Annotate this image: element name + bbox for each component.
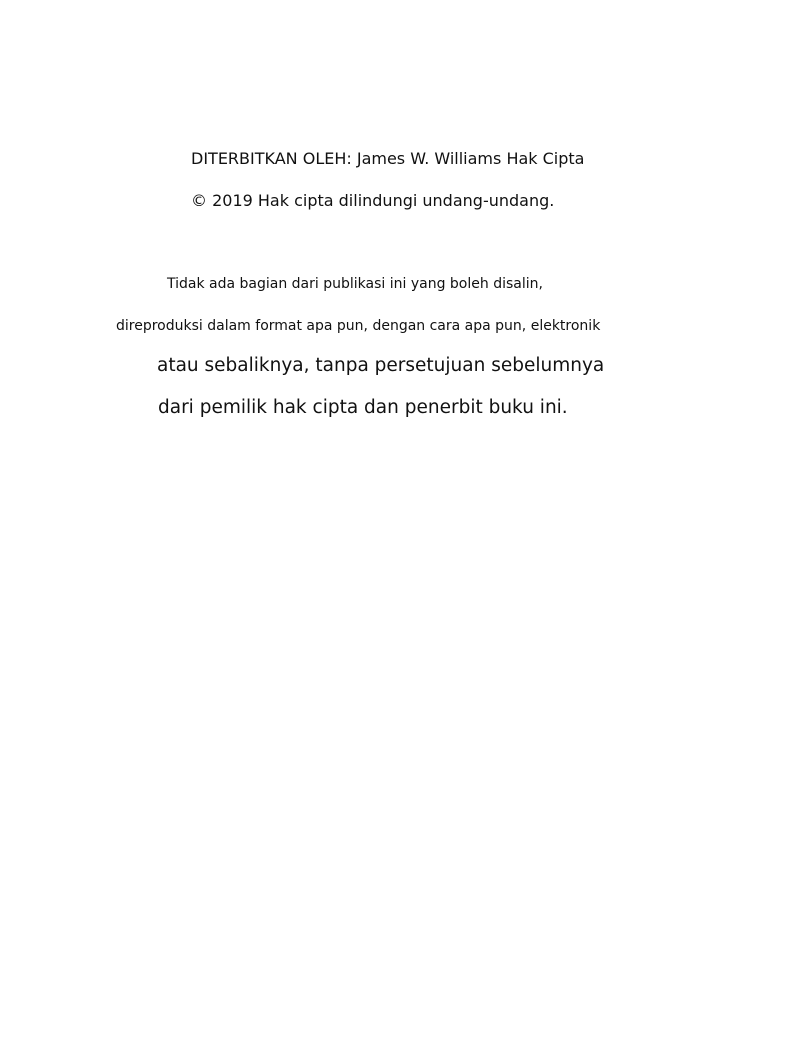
notice-line-3: atau sebaliknya, tanpa persetujuan sebelumnya bbox=[157, 355, 605, 376]
notice-line-4: dari pemilik hak cipta dan penerbit buku ini. bbox=[158, 397, 568, 418]
notice-line-2: direproduksi dalam format apa pun, dengan cara apa pun, elektronik bbox=[116, 318, 601, 334]
publisher-line: DITERBITKAN OLEH: James W. Williams Hak Cipta bbox=[191, 149, 585, 168]
copyright-line: © 2019 Hak cipta dilindungi undang-undang. bbox=[191, 191, 555, 210]
notice-line-1: Tidak ada bagian dari publikasi ini yang boleh disalin, bbox=[167, 276, 543, 292]
